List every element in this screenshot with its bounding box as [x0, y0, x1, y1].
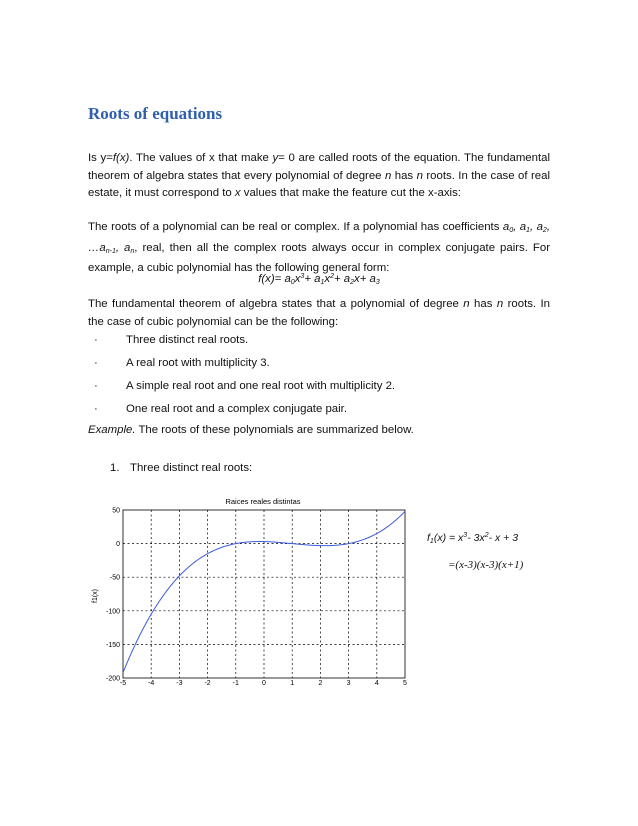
- factored-form: =(x-3)(x-3)(x+1): [448, 559, 524, 571]
- paragraph-intro: Is y=f(x). The values of x that make y= 0 are called roots of the equation. The fundamental theorem of algebra states that every polynomial of degree n has n roots. In the case of real estate, it must correspond to x values that make the feature cut the x-axis:: [88, 152, 551, 199]
- chart-ylabel: f1(x): [92, 589, 99, 603]
- x-tick-label: 1: [290, 680, 295, 687]
- chart-title: Raices reales distintas: [225, 497, 301, 506]
- x-tick-label: 4: [374, 680, 379, 687]
- x-tick-label: 3: [346, 680, 351, 687]
- y-tick-label: -150: [105, 641, 120, 649]
- y-tick-label: -100: [105, 608, 120, 616]
- y-tick-label: 0: [116, 541, 120, 549]
- y-tick-label: 50: [112, 507, 120, 515]
- bullet-item: · One real root and a complex conjugate pair.: [94, 403, 347, 415]
- bullet-item: · A real root with multiplicity 3.: [94, 357, 270, 369]
- polynomial-equation: $f_1(x) = x^3-$ $3x^2-$ x + 3: [427, 532, 519, 545]
- x-tick-label: 0: [262, 680, 266, 687]
- example-line: Example. The roots of these polynomials are summarized below.: [88, 424, 414, 436]
- x-tick-label: -2: [204, 680, 211, 687]
- cubic-general-form: $f(x)= a_0x^3+ a_1x^2+ a_2x+ a_3$: [258, 273, 380, 286]
- y-tick-label: -200: [105, 675, 120, 683]
- y-tick-label: -50: [109, 574, 120, 582]
- roots-chart: [84, 494, 418, 696]
- section-title: Roots of equations: [88, 104, 223, 123]
- x-tick-label: -5: [119, 680, 127, 687]
- x-tick-label: 5: [403, 680, 407, 687]
- x-tick-label: -1: [232, 680, 239, 687]
- paragraph-theorem: The fundamental theorem of algebra states that a polynomial of degree n has n roots. In the case of cubic polynomial can be the following:: [88, 298, 551, 328]
- plot-frame: [123, 510, 405, 678]
- paragraph-polynomial: The roots of a polynomial can be real or complex. If a polynomial has coefficients $a_0$, $a_1$, $a_2$, $\dots a_{n-1}$, $a_n$, real, then all the complex roots always occur in complex conjugate pairs. For example, a cubic polynomial has the following general form:: [88, 221, 550, 274]
- x-tick-label: -4: [148, 680, 155, 687]
- x-tick-label: 2: [318, 680, 323, 687]
- numbered-item: 1. Three distinct real roots:: [110, 462, 253, 474]
- bullet-item: · Three distinct real roots.: [94, 334, 249, 346]
- x-tick-label: -3: [176, 680, 183, 687]
- bullet-item: · A simple real root and one real root with multiplicity 2.: [94, 380, 396, 392]
